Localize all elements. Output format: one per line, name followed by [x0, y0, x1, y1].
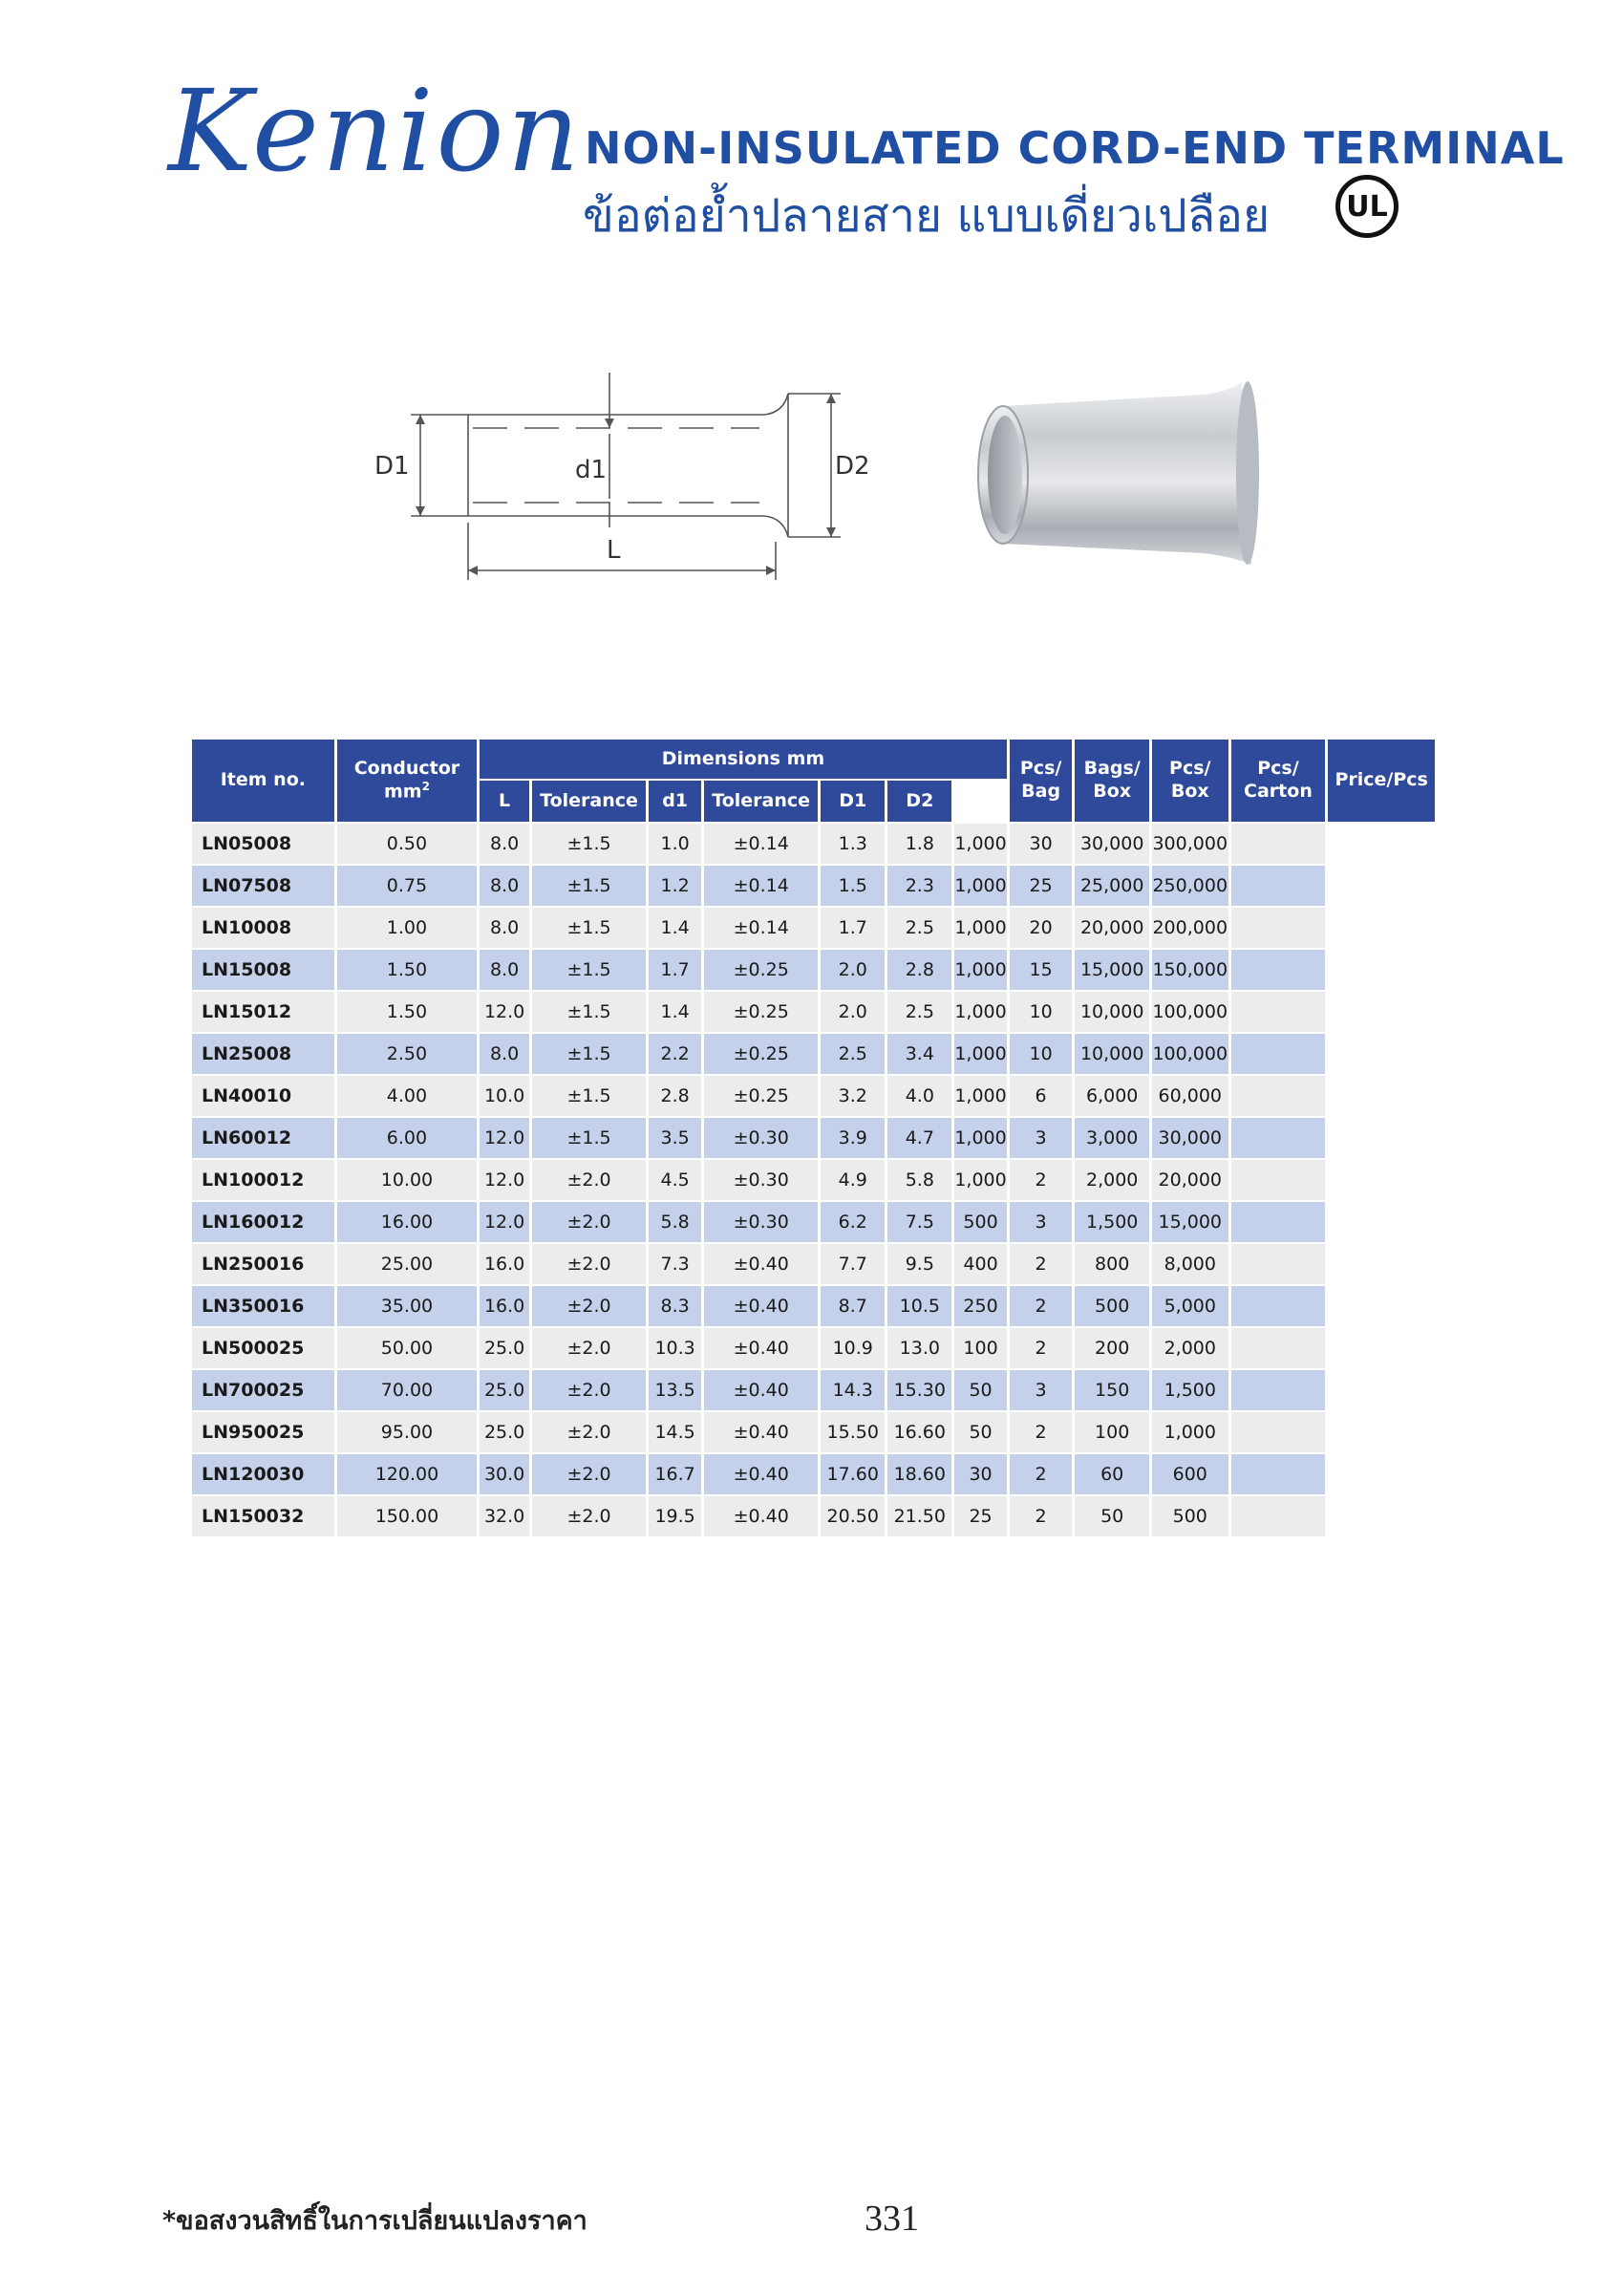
product-spec-table	[189, 738, 1438, 1538]
cell-price	[1231, 1286, 1326, 1326]
cell-L: 25.0	[480, 1412, 529, 1452]
cell-pcs-box: 50	[1075, 1496, 1148, 1536]
cell-L: 8.0	[480, 950, 529, 990]
header-D2: D2	[887, 781, 951, 822]
cell-D2: 9.5	[887, 1244, 951, 1284]
cell-price	[1231, 992, 1326, 1032]
cell-tol-d1: ±0.40	[704, 1286, 818, 1326]
cell-pcs-carton: 8,000	[1152, 1244, 1228, 1284]
cell-conductor: 95.00	[337, 1412, 478, 1452]
cell-D2: 16.60	[887, 1412, 951, 1452]
cell-D2: 2.3	[887, 866, 951, 906]
cell-item: LN05008	[192, 824, 334, 864]
header-d1: d1	[649, 781, 701, 822]
header-tolerance-L: Tolerance	[532, 781, 646, 822]
kenion-logo: Kenion	[168, 65, 583, 197]
page-title: NON-INSULATED CORD-END TERMINAL	[585, 122, 1565, 174]
page-number: 331	[865, 2199, 919, 2239]
cell-pcs-box: 6,000	[1075, 1076, 1148, 1116]
cell-conductor: 2.50	[337, 1034, 478, 1074]
table-row	[192, 1454, 1435, 1494]
cell-bags-box: 2	[1010, 1412, 1073, 1452]
cell-tol-L: ±1.5	[532, 1076, 646, 1116]
cell-D1: 6.2	[821, 1202, 885, 1242]
table-body	[192, 824, 1435, 1536]
cell-d1: 1.4	[649, 992, 701, 1032]
cell-tol-d1: ±0.25	[704, 1076, 818, 1116]
cell-item: LN40010	[192, 1076, 334, 1116]
cell-tol-L: ±1.5	[532, 1034, 646, 1074]
cell-bags-box: 2	[1010, 1244, 1073, 1284]
cell-d1: 10.3	[649, 1328, 701, 1368]
cell-pcs-box: 30,000	[1075, 824, 1148, 864]
cell-pcs-bag: 1,000	[954, 908, 1006, 948]
cell-tol-d1: ±0.40	[704, 1370, 818, 1410]
cell-bags-box: 6	[1010, 1076, 1073, 1116]
cell-pcs-carton: 300,000	[1152, 824, 1228, 864]
cell-bags-box: 10	[1010, 1034, 1073, 1074]
cell-tol-L: ±1.5	[532, 1118, 646, 1158]
cell-D2: 3.4	[887, 1034, 951, 1074]
cell-item: LN25008	[192, 1034, 334, 1074]
cell-pcs-box: 60	[1075, 1454, 1148, 1494]
cell-price	[1231, 1202, 1326, 1242]
cell-L: 16.0	[480, 1286, 529, 1326]
cell-conductor: 1.50	[337, 950, 478, 990]
cell-tol-d1: ±0.30	[704, 1202, 818, 1242]
cell-D2: 18.60	[887, 1454, 951, 1494]
cell-L: 10.0	[480, 1076, 529, 1116]
cell-D2: 21.50	[887, 1496, 951, 1536]
dimension-drawing	[363, 355, 870, 585]
cell-d1: 13.5	[649, 1370, 701, 1410]
cell-tol-d1: ±0.30	[704, 1118, 818, 1158]
cell-bags-box: 2	[1010, 1328, 1073, 1368]
cell-conductor: 0.75	[337, 866, 478, 906]
table-row	[192, 824, 1435, 864]
cell-D1: 3.2	[821, 1076, 885, 1116]
cell-D1: 17.60	[821, 1454, 885, 1494]
cell-item: LN15008	[192, 950, 334, 990]
cell-tol-L: ±2.0	[532, 1244, 646, 1284]
header-D1: D1	[821, 781, 885, 822]
cell-tol-d1: ±0.14	[704, 824, 818, 864]
cell-pcs-bag: 25	[954, 1496, 1006, 1536]
cell-tol-L: ±1.5	[532, 908, 646, 948]
table-row	[192, 1076, 1435, 1116]
cell-pcs-bag: 500	[954, 1202, 1006, 1242]
cell-D2: 4.7	[887, 1118, 951, 1158]
terminal-photo	[965, 377, 1261, 569]
cell-D2: 2.8	[887, 950, 951, 990]
cell-tol-d1: ±0.14	[704, 908, 818, 948]
cell-price	[1231, 1496, 1326, 1536]
cell-conductor: 35.00	[337, 1286, 478, 1326]
cell-tol-d1: ±0.40	[704, 1412, 818, 1452]
cell-tol-d1: ±0.40	[704, 1244, 818, 1284]
cell-pcs-box: 1,500	[1075, 1202, 1148, 1242]
cell-d1: 1.7	[649, 950, 701, 990]
cell-tol-L: ±1.5	[532, 992, 646, 1032]
cell-pcs-bag: 1,000	[954, 992, 1006, 1032]
label-L: L	[607, 536, 621, 565]
cell-conductor: 16.00	[337, 1202, 478, 1242]
cell-pcs-carton: 2,000	[1152, 1328, 1228, 1368]
cell-pcs-carton: 150,000	[1152, 950, 1228, 990]
cell-price	[1231, 1412, 1326, 1452]
cell-price	[1231, 1328, 1326, 1368]
cell-D1: 1.5	[821, 866, 885, 906]
cell-tol-L: ±1.5	[532, 866, 646, 906]
cell-bags-box: 15	[1010, 950, 1073, 990]
cell-pcs-carton: 1,500	[1152, 1370, 1228, 1410]
cell-pcs-box: 15,000	[1075, 950, 1148, 990]
cell-item: LN15012	[192, 992, 334, 1032]
cell-tol-L: ±1.5	[532, 824, 646, 864]
header-item-no: Item no.	[192, 740, 334, 822]
cell-item: LN10008	[192, 908, 334, 948]
cell-d1: 2.8	[649, 1076, 701, 1116]
cell-pcs-carton: 500	[1152, 1496, 1228, 1536]
header-pcs-carton: Pcs/ Carton	[1231, 740, 1326, 822]
cell-L: 12.0	[480, 1118, 529, 1158]
table-row	[192, 1202, 1435, 1242]
cell-item: LN100012	[192, 1160, 334, 1200]
cell-item: LN160012	[192, 1202, 334, 1242]
cell-pcs-box: 10,000	[1075, 992, 1148, 1032]
cell-conductor: 10.00	[337, 1160, 478, 1200]
cell-tol-d1: ±0.40	[704, 1496, 818, 1536]
cell-tol-d1: ±0.14	[704, 866, 818, 906]
cell-pcs-carton: 200,000	[1152, 908, 1228, 948]
cell-D1: 7.7	[821, 1244, 885, 1284]
cell-bags-box: 2	[1010, 1454, 1073, 1494]
cell-pcs-box: 20,000	[1075, 908, 1148, 948]
label-d1: d1	[575, 456, 608, 484]
cell-pcs-bag: 1,000	[954, 866, 1006, 906]
cell-D1: 2.5	[821, 1034, 885, 1074]
cell-d1: 1.0	[649, 824, 701, 864]
cell-pcs-box: 800	[1075, 1244, 1148, 1284]
cell-D1: 1.3	[821, 824, 885, 864]
cell-d1: 14.5	[649, 1412, 701, 1452]
table-row	[192, 1118, 1435, 1158]
cell-L: 8.0	[480, 1034, 529, 1074]
cell-price	[1231, 1160, 1326, 1200]
header-price: Price/Pcs	[1328, 740, 1435, 822]
cell-L: 16.0	[480, 1244, 529, 1284]
label-D2: D2	[835, 452, 870, 481]
cell-pcs-bag: 1,000	[954, 1118, 1006, 1158]
cell-pcs-box: 10,000	[1075, 1034, 1148, 1074]
cell-D2: 10.5	[887, 1286, 951, 1326]
label-D1: D1	[374, 452, 410, 481]
cell-tol-d1: ±0.30	[704, 1160, 818, 1200]
cell-d1: 1.2	[649, 866, 701, 906]
header-bags-box: Bags/ Box	[1075, 740, 1148, 822]
cell-D2: 7.5	[887, 1202, 951, 1242]
cell-pcs-bag: 1,000	[954, 1076, 1006, 1116]
cell-pcs-bag: 50	[954, 1370, 1006, 1410]
cell-item: LN120030	[192, 1454, 334, 1494]
cell-tol-d1: ±0.40	[704, 1454, 818, 1494]
cell-L: 12.0	[480, 1202, 529, 1242]
cell-tol-L: ±2.0	[532, 1496, 646, 1536]
table-row	[192, 1412, 1435, 1452]
table-row	[192, 950, 1435, 990]
cell-D1: 10.9	[821, 1328, 885, 1368]
header-conductor: Conductor $mm^2$	[337, 740, 478, 822]
cell-d1: 19.5	[649, 1496, 701, 1536]
cell-D2: 2.5	[887, 908, 951, 948]
cell-d1: 1.4	[649, 908, 701, 948]
cell-tol-L: ±1.5	[532, 950, 646, 990]
cell-D2: 15.30	[887, 1370, 951, 1410]
table-row	[192, 908, 1435, 948]
header-pcs-box: Pcs/ Box	[1152, 740, 1228, 822]
cell-tol-L: ±2.0	[532, 1160, 646, 1200]
cell-conductor: 6.00	[337, 1118, 478, 1158]
cell-D2: 2.5	[887, 992, 951, 1032]
page-subtitle-thai: ข้อต่อย้ำปลายสาย แบบเดี่ยวเปลือย	[583, 189, 1271, 243]
cell-conductor: 150.00	[337, 1496, 478, 1536]
cell-L: 30.0	[480, 1454, 529, 1494]
cell-d1: 4.5	[649, 1160, 701, 1200]
header-L: L	[480, 781, 529, 822]
cell-pcs-carton: 100,000	[1152, 992, 1228, 1032]
cell-pcs-box: 150	[1075, 1370, 1148, 1410]
cell-tol-d1: ±0.25	[704, 992, 818, 1032]
cell-L: 25.0	[480, 1328, 529, 1368]
cell-conductor: 50.00	[337, 1328, 478, 1368]
cell-bags-box: 20	[1010, 908, 1073, 948]
cell-pcs-bag: 50	[954, 1412, 1006, 1452]
cell-D2: 4.0	[887, 1076, 951, 1116]
cell-bags-box: 3	[1010, 1202, 1073, 1242]
cell-pcs-bag: 400	[954, 1244, 1006, 1284]
cell-price	[1231, 908, 1326, 948]
cell-pcs-box: 2,000	[1075, 1160, 1148, 1200]
cell-pcs-carton: 20,000	[1152, 1160, 1228, 1200]
cell-pcs-box: 500	[1075, 1286, 1148, 1326]
cell-bags-box: 30	[1010, 824, 1073, 864]
cell-D2: 5.8	[887, 1160, 951, 1200]
cell-price	[1231, 1118, 1326, 1158]
cell-pcs-box: 25,000	[1075, 866, 1148, 906]
cell-D1: 15.50	[821, 1412, 885, 1452]
ul-certification-icon: UL	[1335, 175, 1399, 238]
cell-tol-L: ±2.0	[532, 1286, 646, 1326]
cell-conductor: 4.00	[337, 1076, 478, 1116]
cell-bags-box: 2	[1010, 1160, 1073, 1200]
cell-pcs-carton: 60,000	[1152, 1076, 1228, 1116]
cell-price	[1231, 950, 1326, 990]
cell-price	[1231, 1454, 1326, 1494]
cell-price	[1231, 1244, 1326, 1284]
table-row	[192, 1496, 1435, 1536]
cell-conductor: 120.00	[337, 1454, 478, 1494]
cell-item: LN07508	[192, 866, 334, 906]
cell-pcs-carton: 1,000	[1152, 1412, 1228, 1452]
cell-pcs-carton: 600	[1152, 1454, 1228, 1494]
table-row	[192, 1160, 1435, 1200]
cell-price	[1231, 866, 1326, 906]
cell-D2: 13.0	[887, 1328, 951, 1368]
table-row	[192, 866, 1435, 906]
header-pcs-bag: Pcs/ Bag	[1010, 740, 1073, 822]
cell-pcs-carton: 15,000	[1152, 1202, 1228, 1242]
cell-bags-box: 3	[1010, 1370, 1073, 1410]
cell-L: 8.0	[480, 866, 529, 906]
table-row	[192, 1286, 1435, 1326]
cell-conductor: 1.00	[337, 908, 478, 948]
cell-tol-L: ±2.0	[532, 1370, 646, 1410]
cell-conductor: 70.00	[337, 1370, 478, 1410]
table-row	[192, 1034, 1435, 1074]
cell-bags-box: 25	[1010, 866, 1073, 906]
cell-D1: 2.0	[821, 950, 885, 990]
cell-price	[1231, 1076, 1326, 1116]
cell-D1: 14.3	[821, 1370, 885, 1410]
cell-bags-box: 2	[1010, 1496, 1073, 1536]
cell-d1: 8.3	[649, 1286, 701, 1326]
header-dimensions: Dimensions mm	[480, 740, 1007, 779]
price-change-note: *ขอสงวนสิทธิ์ในการเปลี่ยนแปลงราคา	[162, 2206, 587, 2236]
cell-bags-box: 3	[1010, 1118, 1073, 1158]
cell-pcs-box: 3,000	[1075, 1118, 1148, 1158]
cell-pcs-bag: 30	[954, 1454, 1006, 1494]
table-row	[192, 1328, 1435, 1368]
cell-pcs-bag: 100	[954, 1328, 1006, 1368]
cell-pcs-bag: 1,000	[954, 950, 1006, 990]
cell-pcs-bag: 1,000	[954, 1160, 1006, 1200]
cell-conductor: 25.00	[337, 1244, 478, 1284]
cell-bags-box: 2	[1010, 1286, 1073, 1326]
cell-tol-L: ±2.0	[532, 1328, 646, 1368]
cell-pcs-bag: 250	[954, 1286, 1006, 1326]
cell-L: 12.0	[480, 1160, 529, 1200]
cell-L: 25.0	[480, 1370, 529, 1410]
cell-d1: 16.7	[649, 1454, 701, 1494]
cell-D1: 1.7	[821, 908, 885, 948]
cell-L: 8.0	[480, 824, 529, 864]
cell-tol-d1: ±0.25	[704, 1034, 818, 1074]
cell-conductor: 1.50	[337, 992, 478, 1032]
cell-item: LN60012	[192, 1118, 334, 1158]
cell-D1: 20.50	[821, 1496, 885, 1536]
cell-pcs-bag: 1,000	[954, 824, 1006, 864]
cell-L: 8.0	[480, 908, 529, 948]
header-tolerance-d1: Tolerance	[704, 781, 818, 822]
cell-item: LN700025	[192, 1370, 334, 1410]
cell-tol-L: ±2.0	[532, 1202, 646, 1242]
cell-price	[1231, 1370, 1326, 1410]
table-row	[192, 1370, 1435, 1410]
cell-price	[1231, 1034, 1326, 1074]
cell-pcs-box: 200	[1075, 1328, 1148, 1368]
cell-D2: 1.8	[887, 824, 951, 864]
cell-L: 32.0	[480, 1496, 529, 1536]
cell-d1: 7.3	[649, 1244, 701, 1284]
cell-bags-box: 10	[1010, 992, 1073, 1032]
cell-pcs-bag: 1,000	[954, 1034, 1006, 1074]
cell-pcs-carton: 30,000	[1152, 1118, 1228, 1158]
table-row	[192, 992, 1435, 1032]
cell-d1: 2.2	[649, 1034, 701, 1074]
cell-L: 12.0	[480, 992, 529, 1032]
cell-tol-L: ±2.0	[532, 1454, 646, 1494]
cell-item: LN150032	[192, 1496, 334, 1536]
cell-tol-L: ±2.0	[532, 1412, 646, 1452]
cell-pcs-carton: 250,000	[1152, 866, 1228, 906]
cell-D1: 3.9	[821, 1118, 885, 1158]
cell-item: LN950025	[192, 1412, 334, 1452]
cell-tol-d1: ±0.25	[704, 950, 818, 990]
cell-item: LN500025	[192, 1328, 334, 1368]
cell-item: LN350016	[192, 1286, 334, 1326]
cell-tol-d1: ±0.40	[704, 1328, 818, 1368]
cell-D1: 4.9	[821, 1160, 885, 1200]
cell-item: LN250016	[192, 1244, 334, 1284]
cell-D1: 8.7	[821, 1286, 885, 1326]
cell-d1: 5.8	[649, 1202, 701, 1242]
cell-pcs-box: 100	[1075, 1412, 1148, 1452]
cell-conductor: 0.50	[337, 824, 478, 864]
cell-price	[1231, 824, 1326, 864]
cell-pcs-carton: 100,000	[1152, 1034, 1228, 1074]
cell-pcs-carton: 5,000	[1152, 1286, 1228, 1326]
cell-d1: 3.5	[649, 1118, 701, 1158]
table-row	[192, 1244, 1435, 1284]
cell-D1: 2.0	[821, 992, 885, 1032]
